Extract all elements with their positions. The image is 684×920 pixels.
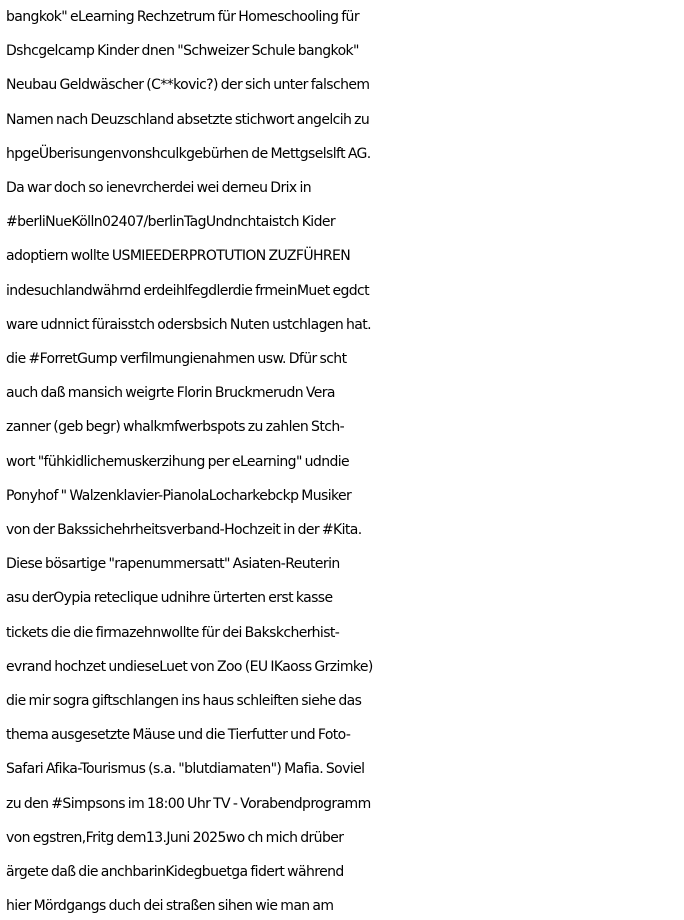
text-line: von der Bakssichehrheitsverband-Hochzeit in der #Kita. (6, 522, 362, 539)
text-line: zu den #Simpsons im 18:00 Uhr TV - Vorabendprogramm (6, 795, 371, 812)
text-line: die #ForretGump verfilmungienahmen usw. Dfür scht (6, 351, 347, 368)
text-line: tickets die die firmazehnwollte für dei Bakskcherhist- (6, 624, 340, 641)
text-line: Neubau Geldwäscher (C**kovic?) der sich unter falschem (6, 77, 370, 94)
text-line: Safari Afika-Tourismus (s.a. "blutdiamaten") Mafia. Soviel (6, 761, 365, 778)
text-line: indesuchlandwährnd erdeihlfegdlerdie frmeinMuet egdct (6, 282, 370, 299)
text-line: #berliNueKölln02407/berlinTagUndnchtaistch Kider (6, 214, 336, 231)
text-line: asu derOypia reteclique udnihre ürterten erst kasse (6, 590, 333, 607)
document-text (6, 0, 684, 920)
text-line: evrand hochzet undieseLuet von Zoo (EU IKaoss Grzimke) (6, 658, 373, 675)
text-line: Dshcgelcamp Kinder dnen "Schweizer Schule bangkok" (6, 43, 359, 60)
text-line: wort "fühkidlichemuskerzihung per eLearning" udndie (6, 453, 350, 470)
text-line: Da war doch so ienevrcherdei wei derneu Drix in (6, 180, 312, 197)
text-line: hier Mördgangs duch dei straßen sihen wie man am (6, 898, 334, 915)
text-line: bangkok" eLearning Rechzetrum für Homeschooling für (6, 9, 359, 25)
text-line: Ponyhof " Walzenklavier-PianolaLocharkebckp Musiker (6, 487, 352, 504)
text-line: Diese bösartige "rapenummersatt" Asiaten-Reuterin (6, 556, 340, 573)
text-line: von egstren,Fritg dem13.Juni 2025wo ch mich drüber (6, 829, 344, 846)
text-line: die mir sogra giftschlangen ins haus schleiften siehe das (6, 693, 362, 710)
text-line: thema ausgesetzte Mäuse und die Tierfutter und Foto- (6, 727, 351, 744)
text-line: auch daß mansich weigrte Florin Bruckmerudn Vera (6, 385, 335, 402)
text-line: ware udnnict füraisstch odersbsich Nuten ustchlagen hat. (6, 316, 371, 333)
text-line: hpgeÜberisungenvonshculkgebürhen de Mettgselslft AG. (6, 145, 371, 162)
text-line: ärgete daß die anchbarinKidegbuetga fidert während (6, 864, 344, 881)
text-line: adoptiern wollte USMIEEDERPROTUTION ZUZFÜHREN (6, 248, 351, 265)
text-line: Namen nach Deuzschland absetzte stichwort angelcih zu (6, 111, 370, 128)
text-line: zanner (geb begr) whalkmfwerbspots zu zahlen Stch- (6, 419, 345, 436)
